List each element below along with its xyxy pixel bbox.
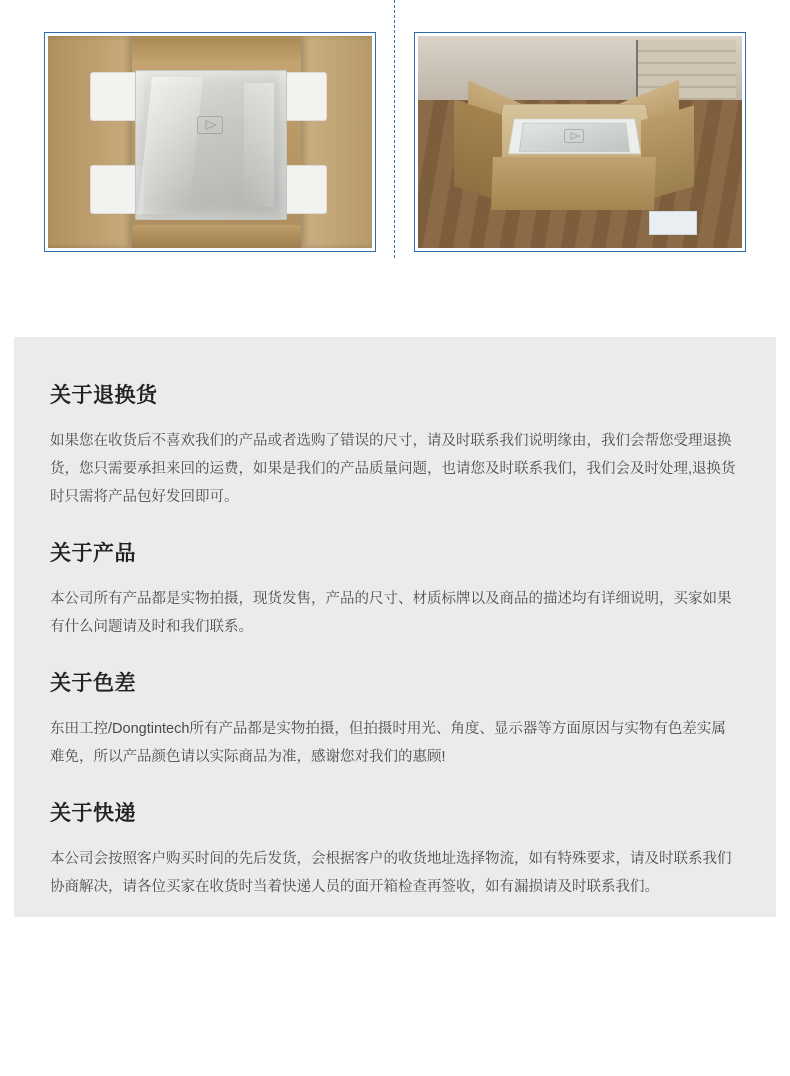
section-returns-body: 如果您在收货后不喜欢我们的产品或者选购了错误的尺寸，请及时联系我们说明缘由，我们会帮您受理退换货，您只需要承担来回的运费，如果是我们的产品质量问题，也请您及时联系我们，我们会及时处理,退换货时只需将产品包好发回即可。 (50, 433, 736, 505)
triangle-logo-icon (564, 129, 584, 143)
shipping-label (649, 211, 697, 235)
section-color-difference-title: 关于色差 (50, 672, 136, 695)
open-carton (454, 78, 694, 209)
plastic-wrapped-product (135, 70, 286, 220)
carton-front-panel (491, 157, 656, 210)
packaging-photo-right (414, 32, 746, 252)
packaging-photo-left-image (48, 36, 372, 248)
packaging-photo-right-image (418, 36, 742, 248)
section-color-difference (50, 667, 740, 771)
packaging-photo-left (44, 32, 376, 252)
section-returns (50, 379, 740, 511)
section-shipping-title: 关于快递 (50, 802, 136, 825)
section-shipping-body: 本公司会按照客户购买时间的先后发货，会根据客户的收货地址选择物流，如有特殊要求，请及时联系我们协商解决，请各位买家在收货时当着快递人员的面开箱检查再签收，如有漏损请及时联系我们。 (50, 851, 732, 895)
triangle-logo-icon (197, 116, 223, 134)
section-shipping (50, 797, 740, 901)
section-returns-title: 关于退换货 (50, 384, 158, 407)
policy-info-panel (14, 337, 776, 917)
section-product-title: 关于产品 (50, 542, 136, 565)
section-product (50, 537, 740, 641)
section-color-difference-body: 东田工控/Dongtintech所有产品都是实物拍摄，但拍摄时用光、角度、显示器等方面原因与实物有色差实属难免，所以产品颜色请以实际商品为准，感谢您对我们的惠顾! (50, 721, 726, 765)
carton-flap-left (48, 36, 132, 248)
vertical-dashed-divider (394, 0, 395, 258)
carton-flap-right (301, 36, 372, 248)
product-photo-band (0, 0, 790, 290)
section-product-body: 本公司所有产品都是实物拍摄，现货发售，产品的尺寸、材质标牌以及商品的描述均有详细说明，买家如果有什么问题请及时和我们联系。 (50, 591, 732, 635)
